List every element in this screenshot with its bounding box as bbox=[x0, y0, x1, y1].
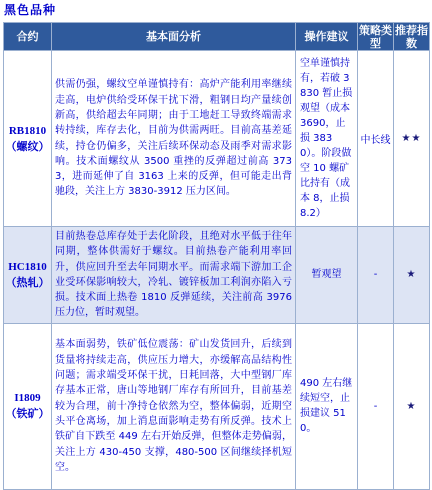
contract-name: （铁矿） bbox=[5, 407, 50, 421]
advice-cell: 空单谨慎持有，若破 3830 暂止损观望（成本 3690，止损 3830）。阶段做空 10 螺矿比持有（成本 8，止损 8.2） bbox=[296, 51, 358, 227]
contract-name: （热轧） bbox=[5, 275, 50, 289]
strategy-cell: - bbox=[358, 227, 394, 324]
header-strategy: 策略类型 bbox=[359, 23, 392, 50]
header-rating: 推荐指数 bbox=[395, 23, 428, 50]
strategy-cell: - bbox=[358, 323, 394, 489]
strategy-cell: 中长线 bbox=[358, 51, 394, 227]
table-header-row bbox=[4, 23, 430, 51]
contract-cell bbox=[4, 323, 52, 489]
header-analysis: 基本面分析 bbox=[52, 23, 296, 51]
futures-table bbox=[3, 22, 430, 490]
advice-cell: 暂观望 bbox=[296, 227, 358, 324]
contract-code: HC1810 bbox=[8, 260, 47, 273]
section-title: 黑色品种 bbox=[4, 3, 57, 17]
header-advice: 操作建议 bbox=[296, 23, 358, 51]
table-row bbox=[4, 51, 430, 227]
rating-stars: ★ bbox=[394, 227, 430, 324]
analysis-cell: 基本面弱势，铁矿低位震荡：矿山发货回升，后续到货量将持续走高，供应压力增大，亦缓解高品结构性问题；需求端受环保干扰，日耗回落，大中型钢厂库存基本正常，唐山等地钢厂库存有所回升，目前基差较为合理，前十净持仓依然为空，整体偏弱，近期空头平仓离场，加上消息面影响走势有所反弹。技术上铁矿自下跌至 449 左右开始反弹，但整体走势偏弱，关注上方 430-450 支撑，480-500 区间继续择机短空。 bbox=[52, 323, 296, 489]
contract-code: I1809 bbox=[14, 392, 41, 405]
table-row bbox=[4, 227, 430, 324]
contract-name: （螺纹） bbox=[5, 139, 50, 153]
analysis-cell: 供需仍强，螺纹空单谨慎持有：高炉产能利用率继续走高，电炉供给受环保干扰下滑，粗钢日均产量续创新高，供给超去年同期；由于工地赶工导致终端需求转持续，库存去化，目前为供需两旺。目前高基差延续，持仓仍偏多，关注后续环保动态及雨季对需求影响。技术面螺纹从 3500 重挫的反弹超过前高 3733，进而延伸了自 3163 上来的反弹，但可能走出背驰段，关注上方 3830-3912 压力区间。 bbox=[52, 51, 296, 227]
rating-stars: ★★ bbox=[394, 51, 430, 227]
header-contract: 合约 bbox=[4, 23, 52, 51]
table-row bbox=[4, 323, 430, 489]
contract-cell bbox=[4, 51, 52, 227]
analysis-cell: 目前热卷总库存处于去化阶段，且绝对水平低于往年同期，整体供需好于螺纹。目前热卷产能利用率回升，供应回升至去年同期水平。而需求端下游加工企业受环保影响较大，冷轧、镀锌板加工利润亦陷入亏损。技术面上热卷 1810 反弹延续，关注前高 3976 压力位，暂时观望。 bbox=[52, 227, 296, 324]
contract-code: RB1810 bbox=[8, 124, 47, 137]
rating-stars: ★ bbox=[394, 323, 430, 489]
advice-cell: 490 左右继续短空，止损建议 510。 bbox=[296, 323, 358, 489]
contract-cell bbox=[4, 227, 52, 324]
